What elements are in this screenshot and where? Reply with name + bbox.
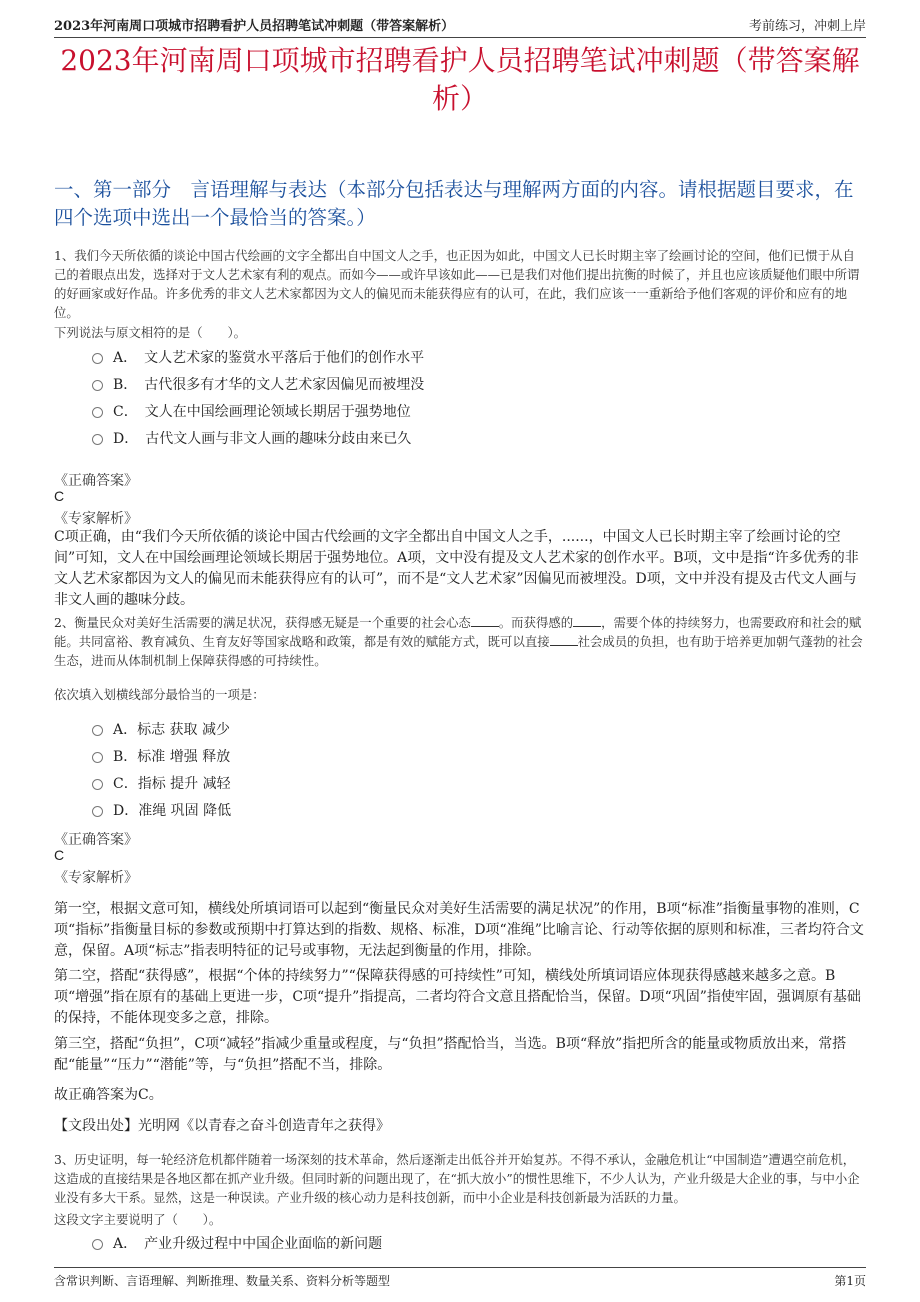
- q1-answer: C: [54, 488, 65, 504]
- option-label: B．标准 增强 释放: [113, 748, 231, 765]
- fill-blank: [471, 626, 499, 627]
- q1-option-d[interactable]: [92, 424, 424, 451]
- q2-answer-label: 《正确答案》: [54, 832, 138, 848]
- option-label: A．标志 获取 减少: [113, 721, 231, 738]
- radio-icon[interactable]: [92, 806, 103, 817]
- radio-icon[interactable]: [92, 752, 103, 763]
- option-label: A． 产业升级过程中中国企业面临的新问题: [113, 1235, 383, 1252]
- radio-icon[interactable]: [92, 380, 103, 391]
- radio-icon[interactable]: [92, 779, 103, 790]
- q2-explanation-1: 第一空，根据文意可知，横线处所填词语可以起到“衡量民众对美好生活需要的满足状况”的作用，B项“标准”指衡量事物的准则，C项“指标”指衡量目标的参数或预期中打算达到的指数、规格、标准，D项“准绳”比喻言论、行动等依据的原则和标准，三者均符合文意，保留。A项“标志”指表明特征的记号或事物，无法起到衡量的作用，排除。: [54, 901, 864, 959]
- q2-answer: C: [54, 847, 65, 863]
- q2-ask: 依次填入划横线部分最恰当的一项是：: [54, 687, 265, 702]
- q2-option-c[interactable]: [92, 769, 231, 796]
- q1-option-c[interactable]: [92, 397, 424, 424]
- fill-blank: [573, 626, 601, 627]
- q2-stem: [54, 613, 866, 670]
- option-label: B． 古代很多有才华的文人艺术家因偏见而被埋没: [113, 376, 425, 393]
- document-title: 2023年河南周口项城市招聘看护人员招聘笔试冲刺题（带答案解析）: [60, 44, 860, 115]
- q2-stem-part: 2、衡量民众对美好生活需要的满足状况，获得感无疑是一个重要的社会心态: [54, 615, 471, 630]
- option-label: D． 古代文人画与非文人画的趣味分歧由来已久: [113, 430, 412, 447]
- q1-options: [92, 343, 424, 451]
- q2-option-b[interactable]: [92, 742, 231, 769]
- q2-explanation-2: 第二空，搭配“获得感”，根据“个体的持续努力”“保障获得感的可持续性”可知，横线处所填词语应体现获得感越来越多之意。B项“增强”指在原有的基础上更进一步，C项“提升”指提高，二者均符合文意且搭配恰当，保留。D项“巩固”指使牢固，强调原有基础的保持，不能体现变多之意，排除。: [54, 968, 861, 1026]
- option-label: D．准绳 巩固 降低: [113, 802, 232, 819]
- q3-ask: 这段文字主要说明了（ ）。: [54, 1212, 222, 1227]
- q3-stem: 3、历史证明，每一轮经济危机都伴随着一场深刻的技术革命，然后逐渐走出低谷并开始复苏。不得不承认，金融危机让“中国制造”遭遇空前危机，这造成的直接结果是各地区都在抓产业升级。但同时新的问题出现了，在“抓大放小”的惯性思维下，不少人认为，产业升级是大企业的事，与中小企业没有多大干系。显然，这是一种误读。产业升级的核心动力是科技创新，而中小企业是科技创新最为活跃的力量。: [54, 1152, 860, 1205]
- q2-stem-part: ，需要个体的持续努力，也需要政府和社会的赋能。共同富裕、教育减负、生育友好等国家战略和政策，都是有效的赋能方式，既可以直接: [54, 615, 862, 649]
- radio-icon[interactable]: [92, 353, 103, 364]
- q1-ask: 下列说法与原文相符的是（ ）。: [54, 325, 247, 340]
- q1-explanation: C项正确，由“我们今天所依循的谈论中国古代绘画的文字全都出自中国文人之手，......，中国文人已长时期主宰了绘画讨论的空间”可知，文人在中国绘画理论领域长期居于强势地位。A项，文中没有提及文人艺术家的创作水平。B项，文中是指“许多优秀的非文人艺术家都因为文人的偏见而未能获得应有的认可”，而不是“文人艺术家”因偏见而被埋没。D项，文中并没有提及古代文人画与非文人画的趣味分歧。: [54, 529, 859, 608]
- footer-text: 含常识判断、言语理解、判断推理、数量关系、资料分析等题型: [54, 1274, 391, 1288]
- page-header: [54, 10, 866, 38]
- q1-option-a[interactable]: [92, 343, 424, 370]
- q2-option-d[interactable]: [92, 796, 231, 823]
- q2-source: 【文段出处】光明网《以青春之奋斗创造青年之获得》: [54, 1118, 390, 1134]
- q2-expert-label: 《专家解析》: [54, 870, 138, 886]
- header-slogan: 考前练习，冲刺上岸: [748, 19, 866, 34]
- q1-stem: 1、我们今天所依循的谈论中国古代绘画的文字全都出自中国文人之手，也正因为如此，中国文人已长时期主宰了绘画讨论的空间，他们已惯于从自己的着眼点出发，选择对于文人艺术家有利的观点。而如今——或许早该如此——已是我们对他们提出抗衡的时候了，并且也应该质疑他们眼中所谓的好画家或好作品。许多优秀的非文人艺术家都因为文人的偏见而未能获得应有的认可，在此，我们应该一一重新给予他们客观的评价和应有的地位。: [54, 248, 860, 320]
- radio-icon[interactable]: [92, 1239, 103, 1250]
- page-number: 第1页: [834, 1274, 866, 1288]
- section-heading: 一、第一部分 言语理解与表达（本部分包括表达与理解两方面的内容。请根据题目要求，在四个选项中选出一个最恰当的答案。）: [54, 178, 854, 229]
- radio-icon[interactable]: [92, 725, 103, 736]
- q2-stem-part: 社会成员的负担，也有助于培养更加朝气蓬勃的社会生态，进而从体制机制上保障获得感的可持续性。: [54, 634, 863, 668]
- q2-option-a[interactable]: [92, 715, 231, 742]
- q2-stem-part: 。而获得感的: [498, 615, 574, 630]
- q1-option-b[interactable]: [92, 370, 424, 397]
- option-label: C． 文人在中国绘画理论领域长期居于强势地位: [113, 403, 411, 420]
- q2-options: [92, 715, 231, 823]
- header-title: 2023年河南周口项城市招聘看护人员招聘笔试冲刺题（带答案解析）: [54, 19, 455, 34]
- option-label: C．指标 提升 减轻: [113, 775, 231, 792]
- option-label: A． 文人艺术家的鉴赏水平落后于他们的创作水平: [113, 349, 425, 366]
- page-footer: [54, 1267, 866, 1289]
- q3-option-a[interactable]: [92, 1229, 382, 1256]
- radio-icon[interactable]: [92, 434, 103, 445]
- q1-expert-label: 《专家解析》: [54, 511, 138, 527]
- q2-explanation-3: 第三空，搭配“负担”，C项“减轻”指减少重量或程度，与“负担”搭配恰当，当选。B项“释放”指把所含的能量或物质放出来，常搭配“能量”“压力”“潜能”等，与“负担”搭配不当，排除。: [54, 1036, 847, 1073]
- q2-explanation-4: 故正确答案为C。: [54, 1087, 163, 1103]
- fill-blank: [550, 645, 578, 646]
- q3-options: [92, 1229, 382, 1256]
- q1-answer-label: 《正确答案》: [54, 473, 138, 489]
- radio-icon[interactable]: [92, 407, 103, 418]
